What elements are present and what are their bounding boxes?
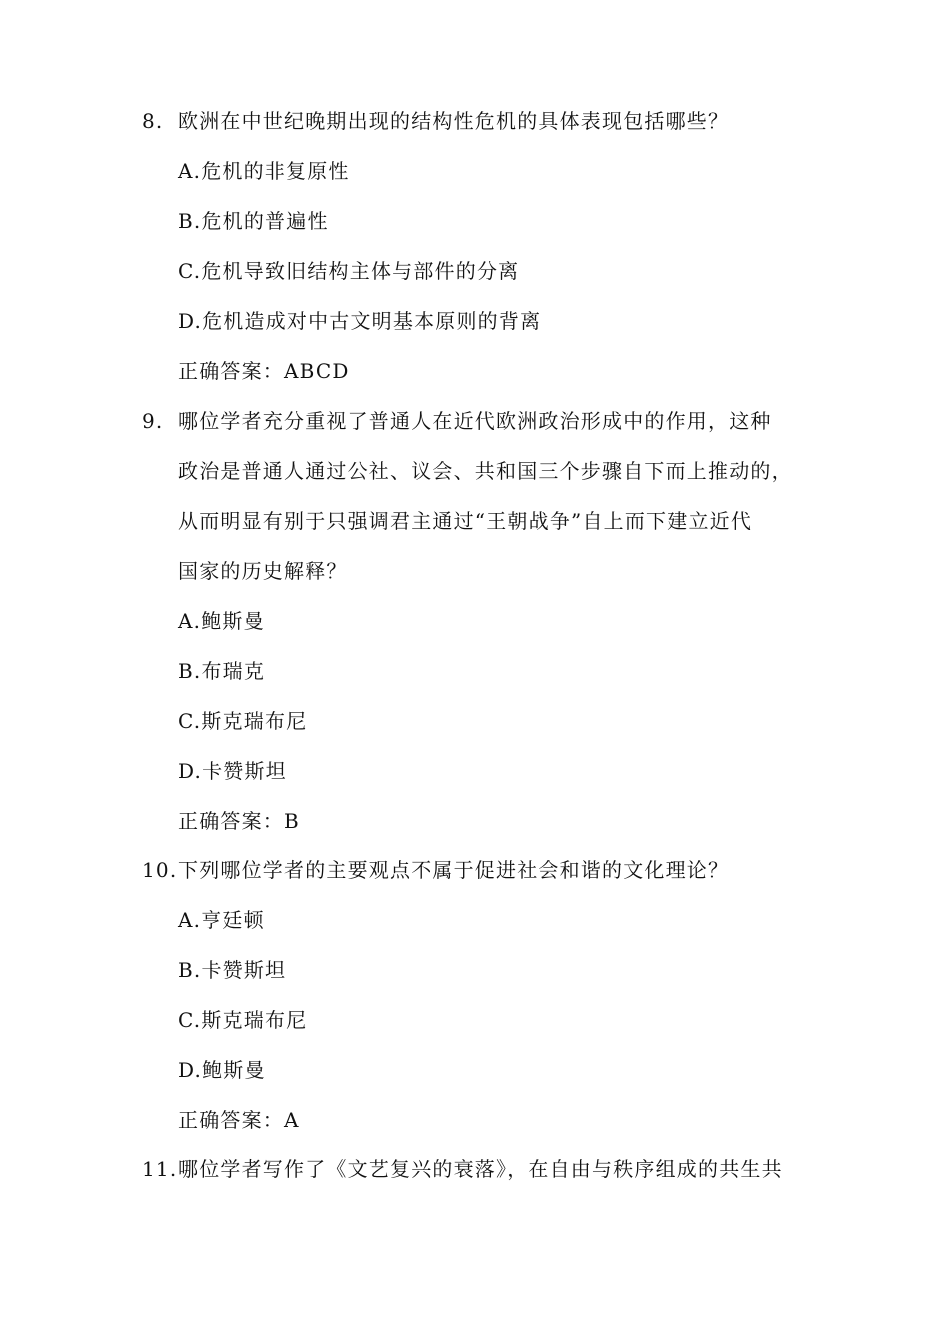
correct-answer: 正确答案：ABCD [178,359,350,383]
option-d: D.鲍斯曼 [178,1058,266,1082]
option-b: B.危机的普遍性 [178,209,329,233]
question-text-line-4: 国家的历史解释？ [178,559,348,583]
question-number: 9. [142,409,164,433]
question-number: 10. [142,858,178,882]
question-text: 哪位学者写作了《文艺复兴的衰落》，在自由与秩序组成的共生共 [178,1157,783,1181]
question-text-line-1: 哪位学者充分重视了普通人在近代欧洲政治形成中的作用，这种 [178,409,772,433]
option-d: D.危机造成对中古文明基本原则的背离 [178,309,542,333]
correct-answer: 正确答案：A [178,1108,300,1132]
question-text-line-2: 政治是普通人通过公社、议会、共和国三个步骤自下而上推动的， [178,459,793,483]
correct-answer: 正确答案：B [178,809,300,833]
question-number: 8. [142,109,164,133]
question-number: 11. [142,1157,178,1181]
question-text: 下列哪位学者的主要观点不属于促进社会和谐的文化理论？ [178,858,730,882]
option-b: B.布瑞克 [178,659,266,683]
option-c: C.危机导致旧结构主体与部件的分离 [178,259,520,283]
option-b: B.卡赞斯坦 [178,958,287,982]
option-c: C.斯克瑞布尼 [178,1008,308,1032]
option-c: C.斯克瑞布尼 [178,709,308,733]
question-text-line-3: 从而明显有别于只强调君主通过“王朝战争”自上而下建立近代 [178,509,753,533]
option-a: A.鲍斯曼 [178,609,265,633]
option-a: A.危机的非复原性 [178,159,350,183]
question-text: 欧洲在中世纪晚期出现的结构性危机的具体表现包括哪些？ [178,109,730,133]
option-a: A.亨廷顿 [178,908,265,932]
option-d: D.卡赞斯坦 [178,759,287,783]
